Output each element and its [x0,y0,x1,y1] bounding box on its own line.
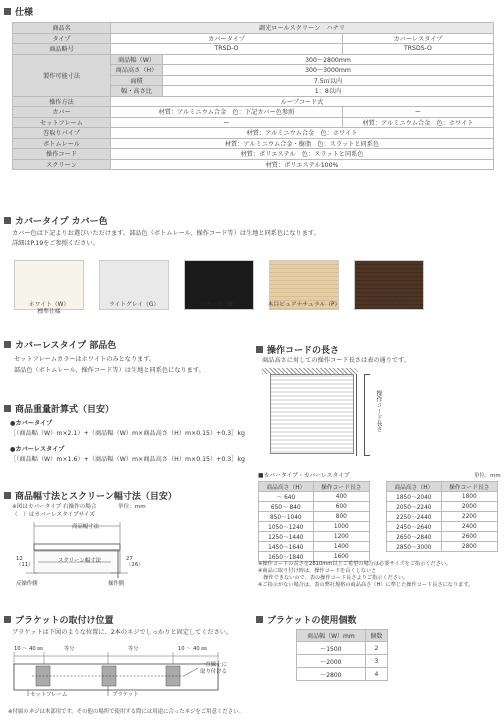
table-row: カバー 材質：アルミニウム合金 色：下記カバー色参照 ー [13,107,494,118]
table-row: 商品高さ（H） 操作コード長さ [259,482,370,492]
coverless-desc2: 部品色（ボトムレール、操作コード等）は生地と同系色になります。 [14,367,205,374]
table-row: 2450〜2640 2400 [387,522,498,532]
cord-note3: 操作できないので、表の操作コード長さよりご指示ください。 [258,575,409,581]
cord-heading: 操作コードの長さ [256,343,339,356]
non-operation-side: 反操作側 [16,581,38,587]
swatch-label: 木目ダーク（D） [366,302,412,308]
table-row: 商品名 調光ロールスクリーン ハナリ [13,23,494,34]
swatch-label: ブラック（B） [199,302,239,308]
cord-note4: ※ご指示がない場合は、表の弊社規格の商品高さ（H）に準じた操作コード長さになります。 [258,582,474,588]
operation-side: 操作側 [108,581,125,587]
cord-table-title: ■カバータイプ・カバーレスタイプ [258,473,350,479]
weight-cover-formula: ［（商品幅（W）m×2.1）+（商品幅（W）m×商品高さ（H）m×0.15）+0.3］kg [10,430,245,437]
table-row: 1850〜2040 1800 [387,492,498,502]
coverless-desc1: セットフレームカラーはホワイトのみとなります。 [14,356,156,363]
table-row: 幅・高さ比 1：8以内 [13,86,494,97]
cord-note1: ※操作コードの長さを2810mm以上ご希望の場合は必要サイズをご指示ください。 [258,561,452,567]
bracket-callout: 一直線上に 取り付ける [200,662,227,675]
cord-desc: 商品高さに対しての操作コード長さは表の通りです。 [262,357,411,364]
table-row: タイプ カバータイプ カバーレスタイプ [13,33,494,44]
width-method-heading: 商品幅寸法とスクリーン幅寸法（目安） [4,489,177,502]
table-row: 2250〜2440 2200 [387,512,498,522]
bracket-label: ブラケット [112,692,139,698]
table-row: 〜2800 4 [297,668,388,681]
swatch-label: ライトグレイ（G） [108,302,160,308]
weight-heading: 商品重量計算式（目安） [4,402,114,415]
bracket-dim-right: 10 〜 40 ㎜ [178,646,207,652]
spec-heading: 仕様 [4,5,33,18]
cord-length-label: 操作コード長さ [375,390,382,432]
cord-unit: 単位：mm [474,473,501,479]
cord-length-bracket [364,374,370,456]
width-note2: （ ）はカバーレスタイプサイズ [12,512,95,518]
table-row: 2050〜2240 2000 [387,502,498,512]
bracket-count-table [296,629,388,681]
bracket-dim-left: 10 〜 40 ㎜ [14,646,43,652]
cord-note2: ※商品に取り付け時は、操作コードを長くしないと [258,568,377,574]
table-row: 〜 640 400 [259,492,370,502]
table-row: 商品高さ（H） 300〜3000mm [13,65,494,76]
table-row: 操作コード 材質：ポリエステル 色：スラットと同系色 [13,149,494,160]
table-row: 巻取りパイプ 材質：アルミニウム合金 色：ホワイト [13,128,494,139]
cord-table-right [386,481,498,552]
cover-color-heading: カバータイプ カバー色 [4,214,108,227]
swatch-label: 木目ピュアナチュラル（P） [267,302,341,308]
table-row: 商品略号 TRSD-O TRSDS-O [13,44,494,55]
cover-color-ref: 詳細はP.19をご参照ください。 [12,240,99,247]
table-row: ボトムレール 材質：アルミニウム合金・樹脂 色：スラットと同系色 [13,138,494,149]
bracket-dim-mid2: 等分 [128,646,139,652]
width-unit: 単位：mm [118,504,146,510]
bracket-dim-mid: 等分 [64,646,75,652]
left-dim: 12 （11） [16,556,34,568]
table-row: 1250〜1440 1200 [259,532,370,542]
weight-coverless-formula: ［（商品幅（W）m×1.6）+（商品幅（W）m×商品高さ（H）m×0.15）+0.3］kg [10,456,245,463]
table-row: スクリーン 材質：ポリエステル100% [13,159,494,170]
table-row: 製作可能寸法 商品幅（W） 300〜2800mm [13,54,494,65]
bracket-count-heading: ブラケットの使用個数 [256,613,357,626]
table-row: 850〜1040 800 [259,512,370,522]
coverless-heading: カバーレスタイプ 部品色 [4,338,116,351]
weight-coverless-title: ●カバーレスタイプ [10,446,65,453]
table-row: 商品幅（W）mm 個数 [297,630,388,642]
bracket-note: ※付属のネジは木部用です。その他の場所で使用する際には用途に合ったネジをご用意ください。 [8,709,244,715]
table-row: 1650〜1840 1600 [259,552,370,562]
swatch-label: ホワイト（W） 標準仕様 [28,302,70,315]
cord-table-left [258,481,370,562]
weight-cover-title: ●カバータイプ [10,420,53,427]
screen-width-label: スクリーン幅寸法 [58,558,102,564]
table-row: セットフレーム ー 材質：アルミニウム合金 色：ホワイト [13,117,494,128]
product-width-label: 商品幅寸法 [72,524,99,530]
cover-color-desc: カバー色は下記よりお選びいただけます。部品色（ボトムレール、操作コード等）は生地と同系色になります。 [12,230,320,237]
table-row: 面積 7.5㎡以内 [13,75,494,86]
cover-rail [34,544,120,550]
blind-screen [270,374,354,454]
width-note1: ※図はカバータイプ 右操作の場合 [12,504,97,510]
bracket-position-desc: ブラケットは下図のような位置に、2本のネジでしっかりと固定してください。 [12,629,233,636]
table-row: 1450〜1640 1400 [259,542,370,552]
table-row: 1050〜1240 1000 [259,522,370,532]
table-row: 650〜 840 600 [259,502,370,512]
set-frame-label: セットフレーム [30,692,68,698]
spec-table [12,22,494,170]
table-row: 2850〜3000 2800 [387,542,498,552]
table-row: 商品高さ（H） 操作コード長さ [387,482,498,492]
bracket-position-heading: ブラケットの取付け位置 [4,613,114,626]
right-dim: 27 （26） [126,556,144,568]
table-row: 〜2000 3 [297,655,388,668]
table-row: 操作方法 ループコード式 [13,96,494,107]
table-row: 〜1500 2 [297,642,388,655]
cord-line [356,374,357,456]
table-row: 2650〜2840 2600 [387,532,498,542]
